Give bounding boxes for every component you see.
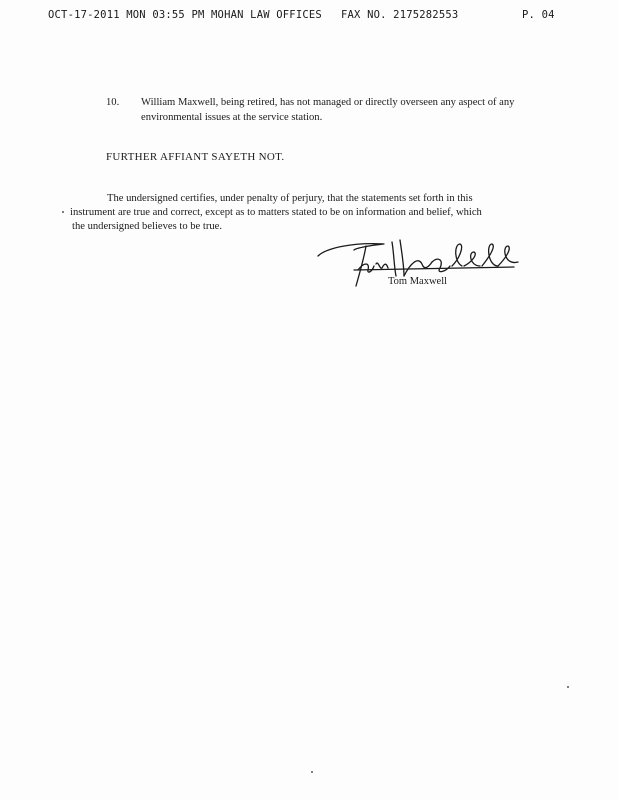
certification-line-2: instrument are true and correct, except as to matters stated to be on information and belief, which <box>70 207 482 218</box>
printed-signatory-name: Tom Maxwell <box>388 276 448 287</box>
fax-header <box>48 9 560 23</box>
paragraph-number: 10. <box>106 97 120 108</box>
certification-line-3: the undersigned believes to be true. <box>72 221 223 232</box>
scan-speck <box>567 686 569 688</box>
certification-line-1: The undersigned certifies, under penalty of perjury, that the statements set forth in this <box>107 193 473 204</box>
paragraph-text: William Maxwell, being retired, has not managed or directly overseen any aspect of any environmental issues at the service station. <box>141 97 515 123</box>
fax-page-number: P. 04 <box>522 9 555 21</box>
fax-date-sender: OCT-17-2011 MON 03:55 PM MOHAN LAW OFFICES <box>48 9 322 21</box>
fax-number: FAX NO. 2175282553 <box>341 9 459 21</box>
further-affiant-statement: FURTHER AFFIANT SAYETH NOT. <box>106 151 285 163</box>
scan-speck <box>311 771 313 773</box>
scan-speck <box>62 211 64 213</box>
